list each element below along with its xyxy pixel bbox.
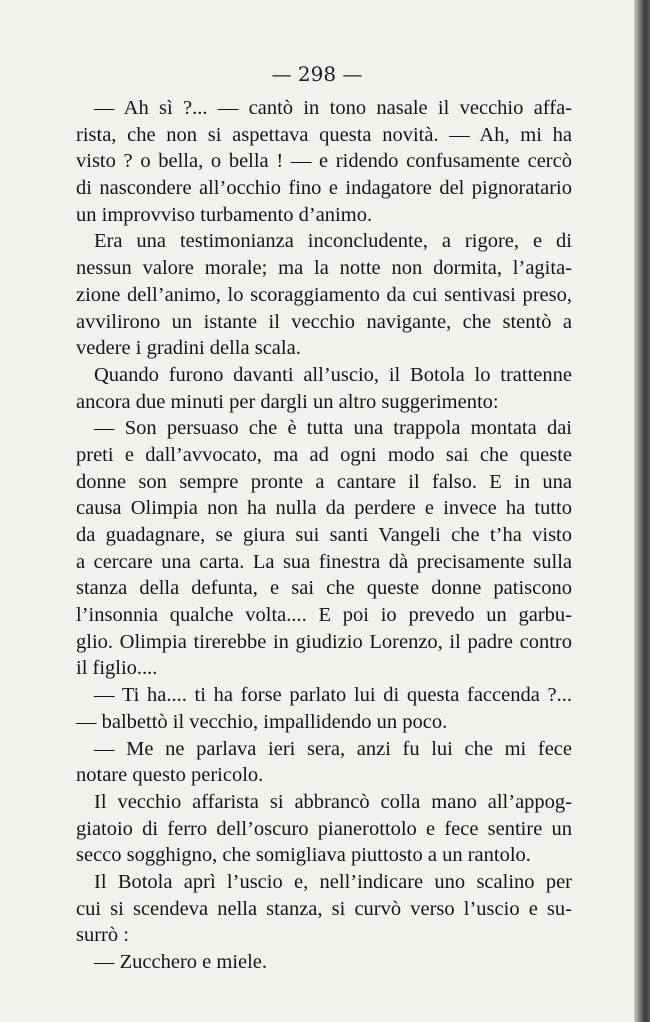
paragraph — [76, 415, 572, 682]
text-line: vedere i gradini della scala. — [76, 337, 301, 360]
text-line: donne son sempre pronte a cantare il falso. E in una — [76, 470, 572, 493]
text-line: zione dell’animo, lo scoraggiamento da cui sentivasi preso, — [76, 283, 572, 306]
text-line: glio. Olimpia tirerebbe in giudizio Lorenzo, il padre contro — [76, 630, 572, 653]
text-line: giatoio di ferro dell’oscuro pianerottolo e fece sentire un — [76, 817, 572, 840]
text-line: causa Olimpia non ha nulla da perdere e invece ha tutto — [76, 497, 572, 520]
text-line: da guadagnare, se giura sui santi Vangeli che t’ha visto — [76, 524, 572, 546]
book-gutter — [634, 0, 650, 1022]
page-text — [76, 95, 572, 976]
paragraph — [76, 869, 572, 949]
text-line: cui si scendeva nella stanza, si curvò verso l’uscio e su- — [76, 897, 572, 920]
paragraph — [76, 95, 572, 228]
text-line: Il vecchio affarista si abbrancò colla mano all’appog- — [94, 790, 572, 813]
text-line: Quando furono davanti all’uscio, il Botola lo trattenne — [94, 363, 572, 386]
paragraph — [76, 682, 572, 735]
text-line: Era una testimonianza inconcludente, a rigore, e di — [94, 230, 572, 253]
paragraph — [76, 789, 572, 869]
text-line: — Son persuaso che è tutta una trappola montata dai — [94, 417, 572, 440]
page-number: — 298 — — [271, 62, 363, 86]
text-line: visto ? o bella, o bella ! — e ridendo confusamente cercò — [76, 150, 572, 173]
text-line: nessun valore morale; ma la notte non dormita, l’agita- — [76, 257, 572, 280]
text-line: l’insonnia qualche volta.... E poi io prevedo un garbu- — [76, 604, 572, 627]
text-line: secco sogghigno, che somigliava piuttosto a un rantolo. — [76, 844, 531, 867]
paragraph — [76, 228, 572, 361]
text-line: notare questo pericolo. — [76, 764, 264, 787]
text-line: un improvviso turbamento d’animo. — [76, 203, 373, 226]
text-line: ancora due minuti per dargli un altro suggerimento: — [76, 390, 499, 413]
text-line: — balbettò il vecchio, impallidendo un poco. — [76, 710, 448, 733]
text-line: Il Botola aprì l’uscio e, nell’indicare uno scalino per — [94, 870, 572, 893]
text-line: — Zucchero e miele. — [94, 951, 268, 973]
paragraph — [76, 949, 572, 976]
text-line: stanza della defunta, e sai che queste donne patiscono — [76, 577, 572, 600]
text-line: — Me ne parlava ieri sera, anzi fu lui che mi fece — [94, 737, 572, 760]
text-line: surrò : — [76, 924, 129, 947]
text-line: avvilirono un istante il vecchio navigante, che stentò a — [76, 310, 572, 333]
text-line: — Ah sì ?... — cantò in tono nasale il vecchio affa- — [94, 97, 572, 119]
paragraph — [76, 362, 572, 415]
text-line: il figlio.... — [76, 657, 158, 680]
text-line: rista, che non si aspettava questa novità. — Ah, mi ha — [76, 123, 572, 146]
text-line: — Ti ha.... ti ha forse parlato lui di questa faccenda ?... — [94, 684, 572, 707]
text-line: di nascondere all’occhio fino e indagatore del pignoratario — [76, 177, 572, 200]
text-line: preti e dall’avvocato, ma ad ogni modo sai che queste — [76, 443, 572, 466]
paragraph — [76, 736, 572, 789]
text-line: a cercare una carta. La sua finestra dà precisamente sulla — [76, 550, 572, 573]
